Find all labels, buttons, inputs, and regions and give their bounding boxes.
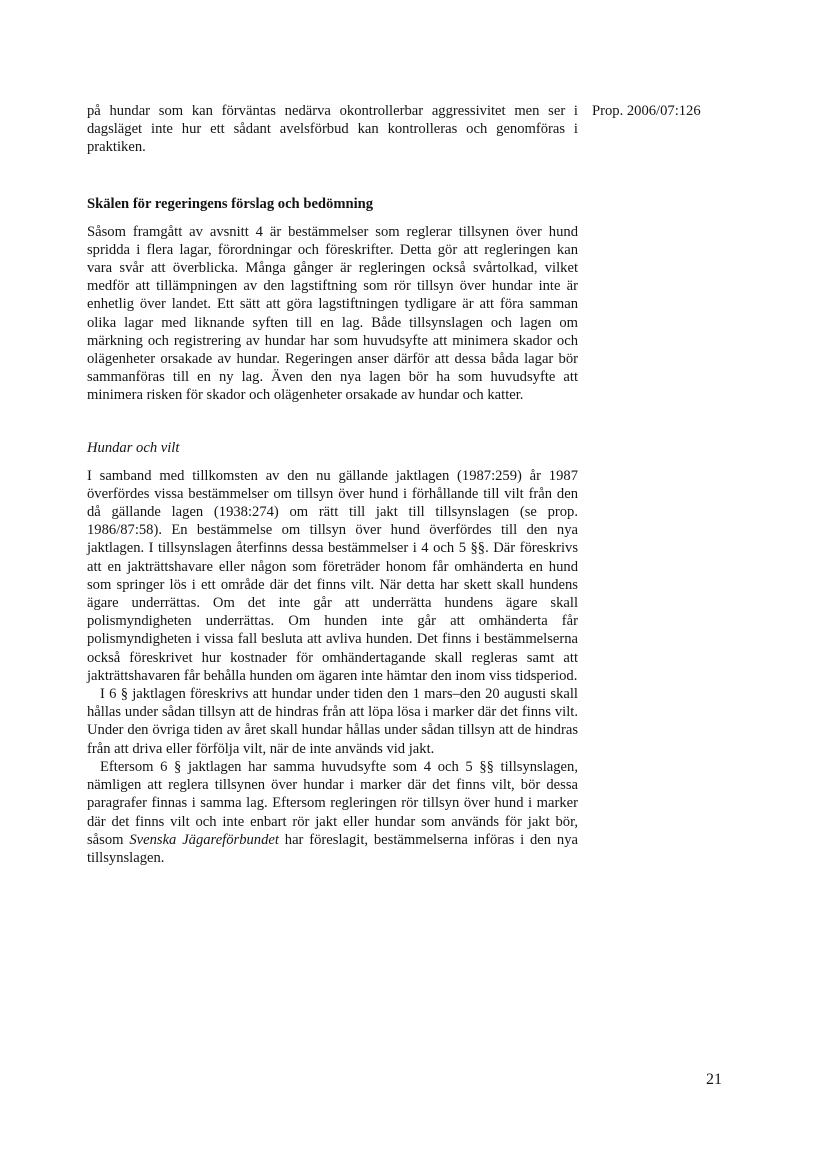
paragraph-hunting-law-history: I samband med tillkomsten av den nu gällande jaktlagen (1987:259) år 1987 överfördes vissa bestämmelser om tillsyn över hund i förhållande till vilt från den då gällande lagen (1938:274) om rätt till jakt till tillsynslagen (se prop. 1986/87:58). En bestämmelse om tillsyn över hund överfördes till den nya jaktlagen. I tillsynslagen återfinns dessa bestämmelser i 4 och 5 §§. Där föreskrivs att en jakträttshavare eller någon som företräder honom får omhänderta en hund som springer lös i ett område där det finns vilt. När detta har skett skall hundens ägare underrättas. Om det inte går att underrätta hundens ägare skall polismyndigheten underrättas. Om hunden inte går att omhänderta får polismyndigheten i vissa fall besluta att avliva hunden. Det finns i bestämmelserna också föreskrivet hur kostnader för omhändertagande skall regleras samt att jakträttshavaren får behålla hunden om ägaren inte hämtar den inom viss tidsperiod. xyxy=(87,467,578,684)
paragraph-text-end: har föreslagit, bestämmelserna införas i den nya tillsynslagen. xyxy=(87,831,579,866)
proposition-reference: Prop. 2006/07:126 xyxy=(592,103,701,119)
paragraph-text-start: Eftersom 6 § jaktlagen har samma huvudsyfte som 4 och 5 §§ tillsynslagen, nämligen att reglera tillsynen över hundar i marker där det finns vilt, bör dessa paragrafer finnas i samma lag. Eftersom regleringen rör tillsyn över hund i marker där det finns vilt och inte enbart rör jakt eller hundar som används för jakt bör, såsom xyxy=(87,758,578,848)
subheading: Hundar och vilt xyxy=(87,439,180,456)
body-text xyxy=(87,102,578,867)
organization-name: Svenska Jägareförbundet xyxy=(129,831,279,848)
intro-paragraph: på hundar som kan förväntas nedärva okontrollerbar aggressivitet men ser i dagsläget inte hur ett sådant avelsförbud kan kontrolleras och genomföras i praktiken. xyxy=(87,103,578,156)
section-paragraph: Såsom framgått av avsnitt 4 är bestämmelser som reglerar tillsynen över hund spridda i flera lagar, förordningar och föreskrifter. Detta gör att regleringen kan vara svår att överblicka. Många gånger är regleringen också svårtolkad, vilket medför att tillämpningen av den lagstiftning som rör tillsyn över hundar inte är enhetlig över landet. Ett sätt att göra lagstiftningen tydligare är att föra samman olika lagar med liknande syften till en lag. Både tillsynslagen och lagen om märkning och registrering av hundar har som huvudsyfte att minimera skador och olägenheter orsakade av hundar. Regeringen anser därför att dessa båda lagar bör sammanföras till en ny lag. Även den nya lagen bör ha som huvudsyfte att minimera risken för skador och olägenheter orsakade av hundar och katter. xyxy=(87,223,578,404)
section-heading: Skälen för regeringens förslag och bedömning xyxy=(87,195,374,212)
paragraph-section-6: I 6 § jaktlagen föreskrivs att hundar under tiden den 1 mars–den 20 augusti skall hållas under sådan tillsyn att de hindras från att löpa lösa i marker där det finns vilt. Under den övriga tiden av året skall hundar hållas under sådan tillsyn att de hindras från att driva eller förfölja vilt, när de inte används vid jakt. xyxy=(87,686,578,757)
page-number: 21 xyxy=(706,1071,722,1088)
paragraph-merge-proposal xyxy=(87,758,578,867)
